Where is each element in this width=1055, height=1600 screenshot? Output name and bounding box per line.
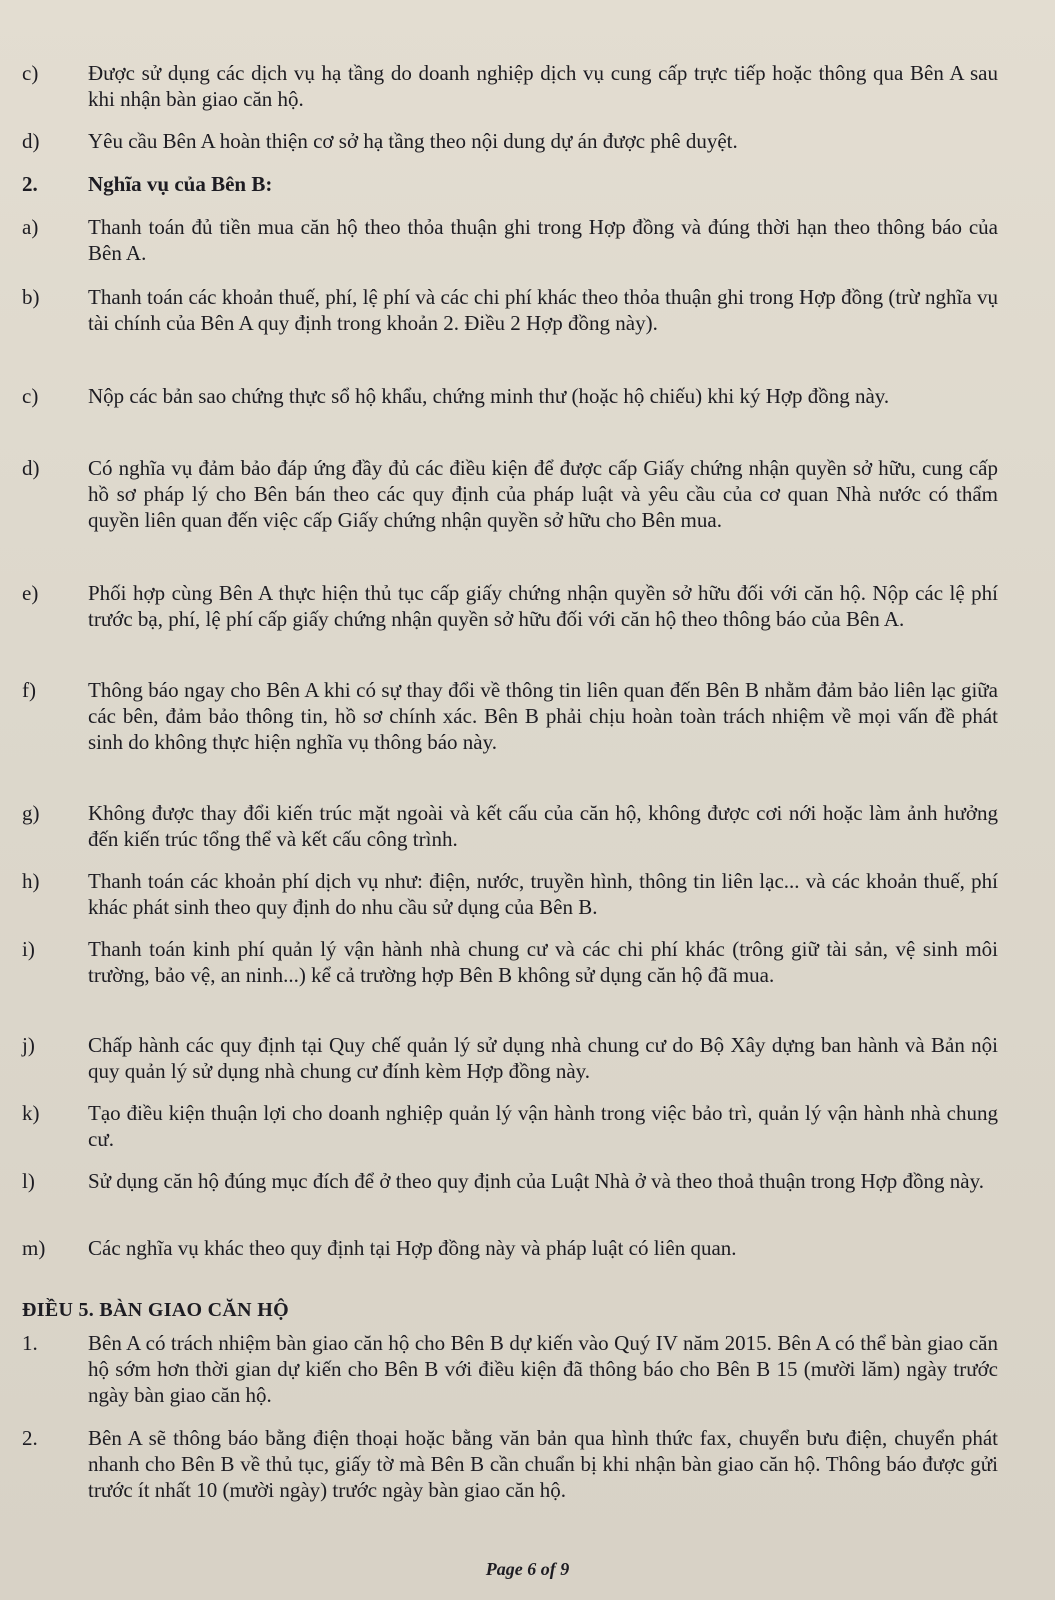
page-number: Page 6 of 9 [485,1559,570,1579]
clause-text: Bên A sẽ thông báo bằng điện thoại hoặc bằng văn bản qua hình thức fax, chuyển bưu điện, chuyển phát nhanh cho Bên B về thủ tục, giấy tờ mà Bên B cần chuẩn bị khi nhận bàn giao căn hộ. Thông báo được gửi trước ít nhất 10 (mười ngày) trước ngày bàn giao căn hộ. [88,1426,998,1502]
clause-label: h) [22,869,40,893]
clause-text: Tạo điều kiện thuận lợi cho doanh nghiệp quản lý vận hành trong việc bảo trì, quản lý vận hành nhà chung cư. [88,1101,998,1151]
clause-text: Các nghĩa vụ khác theo quy định tại Hợp đồng này và pháp luật có liên quan. [88,1236,737,1260]
clause-label: c) [22,384,39,408]
clause-text: Nộp các bản sao chứng thực sổ hộ khẩu, chứng minh thư (hoặc hộ chiếu) khi ký Hợp đồng này. [88,384,890,408]
clause-text: Thanh toán các khoản phí dịch vụ như: điện, nước, truyền hình, thông tin liên lạc... và các khoản thuế, phí khác phát sinh theo quy định do nhu cầu sử dụng của Bên B. [88,869,998,919]
clause-text: Thông báo ngay cho Bên A khi có sự thay đổi về thông tin liên quan đến Bên B nhằm đảm bảo liên lạc giữa các bên, đảm bảo thông tin, hồ sơ chính xác. Bên B phải chịu hoàn toàn trách nhiệm về mọi vấn đề phát sinh do không thực hiện nghĩa vụ thông báo này. [88,678,998,754]
clause-label: d) [22,456,40,480]
section-number: 2. [22,172,38,196]
clause-label: c) [22,61,39,85]
clause-text: Có nghĩa vụ đảm bảo đáp ứng đầy đủ các điều kiện để được cấp Giấy chứng nhận quyền sở hữu, cung cấp hồ sơ pháp lý cho Bên bán theo các quy định của pháp luật và yêu cầu của cơ quan Nhà nước có thẩm quyền liên quan đến việc cấp Giấy chứng nhận quyền sở hữu cho Bên mua. [88,456,998,532]
clause-label: j) [22,1033,35,1057]
clause-label: 2. [22,1426,38,1450]
clause-text: Yêu cầu Bên A hoàn thiện cơ sở hạ tầng theo nội dung dự án được phê duyệt. [88,129,738,153]
clause-label: e) [22,581,39,605]
clause-label: i) [22,937,35,961]
clause-label: m) [22,1236,46,1260]
section-title: Nghĩa vụ của Bên B: [88,172,273,196]
clause-text: Thanh toán kinh phí quản lý vận hành nhà chung cư và các chi phí khác (trông giữ tài sản, vệ sinh môi trường, bảo vệ, an ninh...) kể cả trường hợp Bên B không sử dụng căn hộ đã mua. [88,937,998,987]
clause-label: l) [22,1169,35,1193]
clause-label: g) [22,801,40,825]
clause-text: Phối hợp cùng Bên A thực hiện thủ tục cấp giấy chứng nhận quyền sở hữu đối với căn hộ. Nộp các lệ phí trước bạ, phí, lệ phí cấp giấy chứng nhận quyền sở hữu đối với căn hộ theo thông báo của Bên A. [88,581,998,631]
clause-label: a) [22,215,39,239]
clause-text: Thanh toán đủ tiền mua căn hộ theo thỏa thuận ghi trong Hợp đồng và đúng thời hạn theo thông báo của Bên A. [88,215,998,265]
clause-text: Chấp hành các quy định tại Quy chế quản lý sử dụng nhà chung cư do Bộ Xây dựng ban hành và Bản nội quy quản lý sử dụng nhà chung cư đính kèm Hợp đồng này. [88,1033,998,1083]
clause-text: Sử dụng căn hộ đúng mục đích để ở theo quy định của Luật Nhà ở và theo thoả thuận trong Hợp đồng này. [88,1169,984,1193]
clause-text: Được sử dụng các dịch vụ hạ tầng do doanh nghiệp dịch vụ cung cấp trực tiếp hoặc thông qua Bên A sau khi nhận bàn giao căn hộ. [88,61,998,111]
clause-text: Bên A có trách nhiệm bàn giao căn hộ cho Bên B dự kiến vào Quý IV năm 2015. Bên A có thể bàn giao căn hộ sớm hơn thời gian dự kiến cho Bên B với điều kiện đã thông báo cho Bên B 15 (mười lăm) ngày trước ngày bàn giao căn hộ. [88,1331,998,1407]
clause-label: k) [22,1101,40,1125]
clause-text: Thanh toán các khoản thuế, phí, lệ phí và các chi phí khác theo thỏa thuận ghi trong Hợp đồng (trừ nghĩa vụ tài chính của Bên A quy định trong khoản 2. Điều 2 Hợp đồng này). [88,285,998,335]
clause-label: b) [22,285,40,309]
clause-label: d) [22,129,40,153]
clause-text: Không được thay đổi kiến trúc mặt ngoài và kết cấu của căn hộ, không được cơi nới hoặc làm ảnh hưởng đến kiến trúc tổng thể và kết cấu công trình. [88,801,998,851]
clause-label: f) [22,678,36,702]
clause-label: 1. [22,1331,38,1355]
article-title: ĐIỀU 5. BÀN GIAO CĂN HỘ [22,1299,289,1321]
